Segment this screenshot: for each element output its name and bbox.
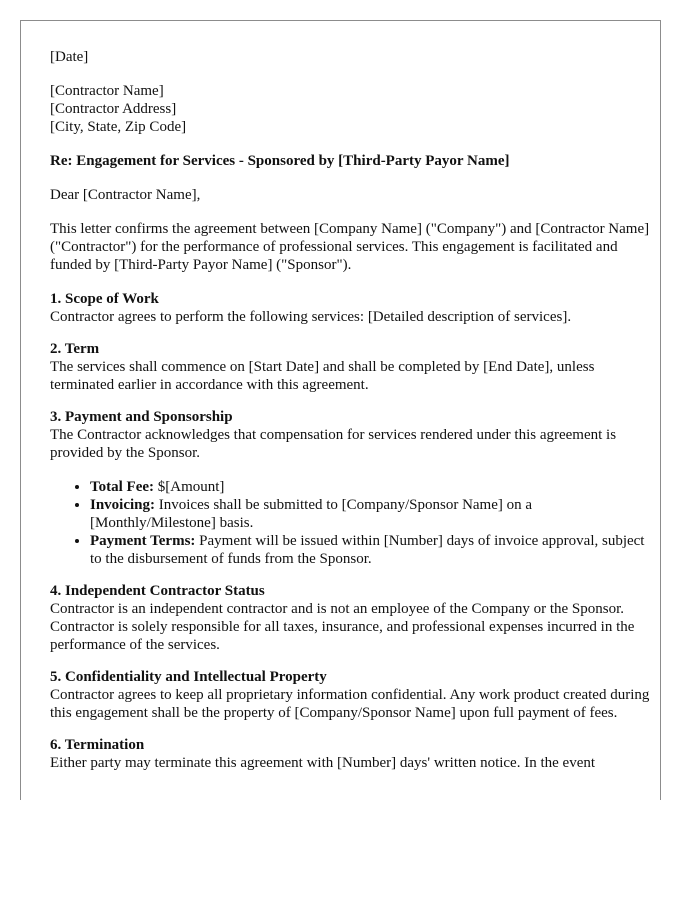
recipient-name: [Contractor Name] [50, 83, 164, 99]
payment-terms-list [50, 478, 650, 568]
section-title: 1. Scope of Work [50, 291, 159, 307]
salutation: Dear [Contractor Name], [50, 187, 201, 203]
intro-paragraph: This letter confirms the agreement between [Company Name] ("Company") and [Contractor Name] ("Contractor") for the performance of professional services. This engagement is facilitated and funded by [Third-Party Payor Name] ("Sponsor"). [50, 221, 650, 273]
list-item-text: Payment will be issued within [Number] days of invoice approval, subject to the disbursement of funds from the Sponsor. [90, 533, 645, 567]
section-title: 3. Payment and Sponsorship [50, 409, 233, 425]
section-term [50, 340, 650, 394]
section-termination [50, 736, 650, 772]
list-item-label: Invoicing: [90, 497, 156, 513]
section-body: Contractor agrees to keep all proprietary information confidential. Any work product created during this engagement shall be the property of [Company/Sponsor Name] upon full payment of fees. [50, 687, 650, 721]
section-body: Contractor is an independent contractor and is not an employee of the Company or the Sponsor. Contractor is solely responsible for all taxes, insurance, and professional expenses incurred in the performance of the services. [50, 601, 635, 653]
recipient-address: [Contractor Address] [50, 101, 177, 117]
letter-page [20, 20, 661, 800]
list-item-text: $[Amount] [154, 479, 225, 495]
list-item [90, 478, 650, 496]
list-item [90, 496, 650, 532]
section-payment [50, 408, 650, 568]
section-body: Contractor agrees to perform the following services: [Detailed description of services]. [50, 309, 572, 325]
list-item-label: Payment Terms: [90, 533, 196, 549]
recipient-city: [City, State, Zip Code] [50, 119, 187, 135]
section-body: The Contractor acknowledges that compensation for services rendered under this agreement is provided by the Sponsor. [50, 427, 617, 461]
section-title: 6. Termination [50, 737, 145, 753]
section-title: 4. Independent Contractor Status [50, 583, 265, 599]
recipient-address-block [50, 82, 650, 136]
section-title: 2. Term [50, 341, 100, 357]
section-body: The services shall commence on [Start Date] and shall be completed by [End Date], unless terminated earlier in accordance with this agreement. [50, 359, 595, 393]
section-scope [50, 290, 650, 326]
letter-content [50, 48, 650, 786]
letter-date: [Date] [50, 49, 89, 65]
list-item [90, 532, 650, 568]
list-item-label: Total Fee: [90, 479, 155, 495]
section-body: Either party may terminate this agreement with [Number] days' written notice. In the event [50, 755, 596, 771]
section-independent-contractor [50, 582, 650, 654]
section-title: 5. Confidentiality and Intellectual Property [50, 669, 327, 685]
subject-line: Re: Engagement for Services - Sponsored by [Third-Party Payor Name] [50, 153, 510, 169]
list-item-text: Invoices shall be submitted to [Company/Sponsor Name] on a [Monthly/Milestone] basis. [90, 497, 533, 531]
section-confidentiality [50, 668, 650, 722]
